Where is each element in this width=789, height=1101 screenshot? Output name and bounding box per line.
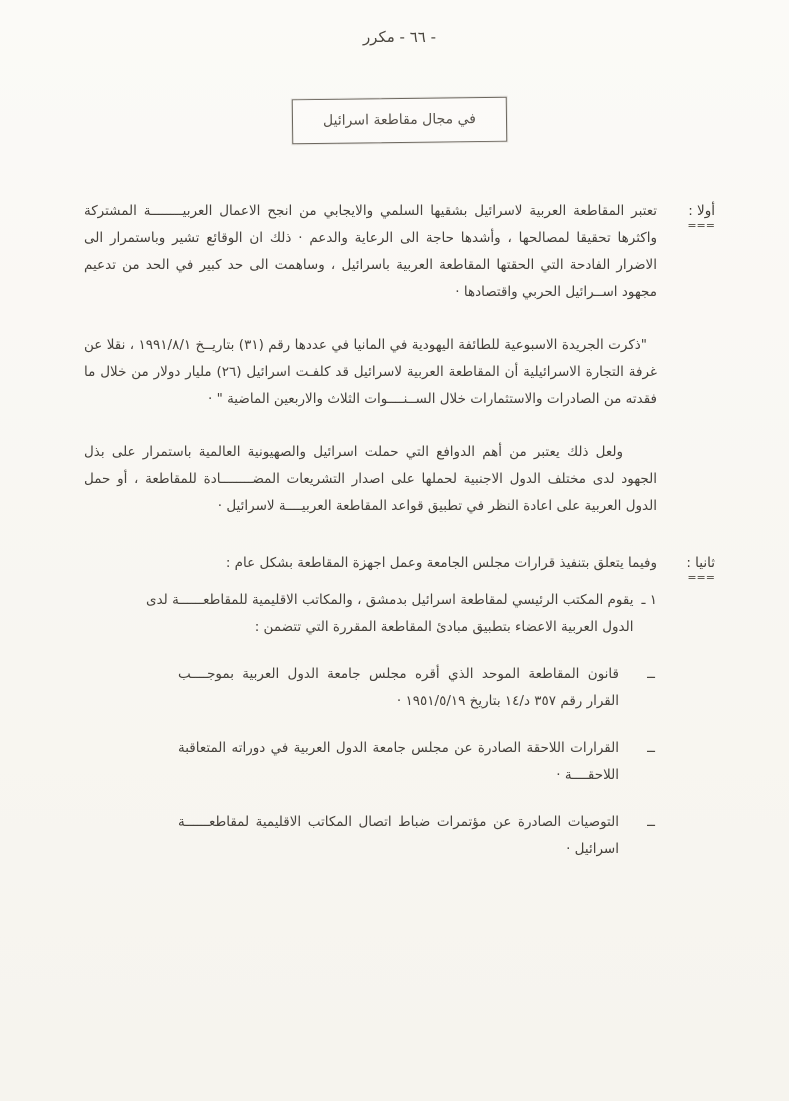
document-title: في مجال مقاطعة اسرائيل: [322, 111, 477, 129]
bullet-item-liaison-recommendations: [84, 809, 657, 863]
bullet-item-subsequent-resolutions: [84, 735, 657, 789]
item-number: ١ ـ: [641, 592, 657, 608]
marker-underline: ===: [687, 571, 715, 584]
section-first-marker: [669, 198, 715, 230]
section-second-content: [84, 550, 657, 883]
bullet-text: قانون المقاطعة الموحد الذي أقره مجلس جامعة الدول العربية بموجــــب القرار رقم ٣٥٧ د/١٤ بتاريخ ١٩٥١/٥/١٩ ·: [178, 666, 619, 709]
numbered-item-1: [84, 587, 657, 641]
section-second-marker-label: ثانيا :: [686, 555, 715, 571]
section-first-marker-label: أولا :: [688, 203, 715, 219]
page-number: - ٦٦ - مكرر: [362, 28, 437, 46]
bullet-text: القرارات اللاحقة الصادرة عن مجلس جامعة الدول العربية في دوراته المتعاقبة اللاحقــــة ·: [178, 740, 619, 783]
section-second-intro: وفيما يتعلق بتنفيذ قرارات مجلس الجامعة وعمل اجهزة المقاطعة بشكل عام :: [225, 555, 657, 571]
dash-marker: ــ: [647, 814, 655, 830]
bullet-item-unified-law: [84, 661, 657, 715]
paragraph-motives: ولعل ذلك يعتبر من أهم الدوافع التي حملت اسرائيل والصهيونية العالمية باستمرار على بذل الجهود لدى مختلف الدول الاجنبية لحملها على اصدار التشريعات المضــــــــادة للمقاطعة ، أو حمل الدول العربية على اعادة النظر في تطبيق قواعد المقاطعة العربيــــة لاسرائيل ·: [84, 444, 657, 514]
document-title-box: [292, 97, 507, 145]
dash-marker: ــ: [647, 666, 655, 682]
section-first-content: [84, 198, 657, 546]
paragraph-newspaper-quote: "ذكرت الجريدة الاسبوعية للطائفة اليهودية في المانيا في عددها رقم (٣١) بتاريــخ ١٩٩١/٨/١ ، نقلا عن غرفة التجارة الاسرائيلية أن المقاطعة العربية لاسرائيل قد كلفـت اسرائيل (٢٦) مليار دولار من خلال ما فقدته من الصادرات والاستثمارات خلال الســنــــوات الثلاث والاربعين الماضية " ·: [84, 337, 657, 407]
marker-underline: ===: [687, 219, 715, 232]
dash-marker: ــ: [647, 740, 655, 756]
section-first: [84, 198, 715, 546]
bullet-text: التوصيات الصادرة عن مؤتمرات ضباط اتصال المكاتب الاقليمية لمقاطعــــــة اسرائيل ·: [178, 814, 619, 857]
section-second-marker: [669, 550, 715, 582]
paragraph-boycott-importance: تعتبر المقاطعة العربية لاسرائيل بشقيها السلمي والايجابي من انجح الاعمال العربيــــــــة المشتركة واكثرها تحقيقا لمصالحها ، وأشدها حاجة الى الرعاية والدعم · ذلك ان الوقائع تشير وباستمرار الى الاضرار الفادحة التي الحقتها المقاطعة العربية باسرائيل ، وساهمت الى حد كبير في الحد من تدعيم مجهود اســرائيل الحربي واقتصادها ·: [84, 203, 657, 300]
section-second: [84, 550, 715, 883]
item-text: يقوم المكتب الرئيسي لمقاطعة اسرائيل بدمشق ، والمكاتب الاقليمية للمقاطعــــــة لدى الدول العربية الاعضاء بتطبيق مبادئ المقاطعة المقررة التي تتضمن :: [146, 592, 634, 635]
